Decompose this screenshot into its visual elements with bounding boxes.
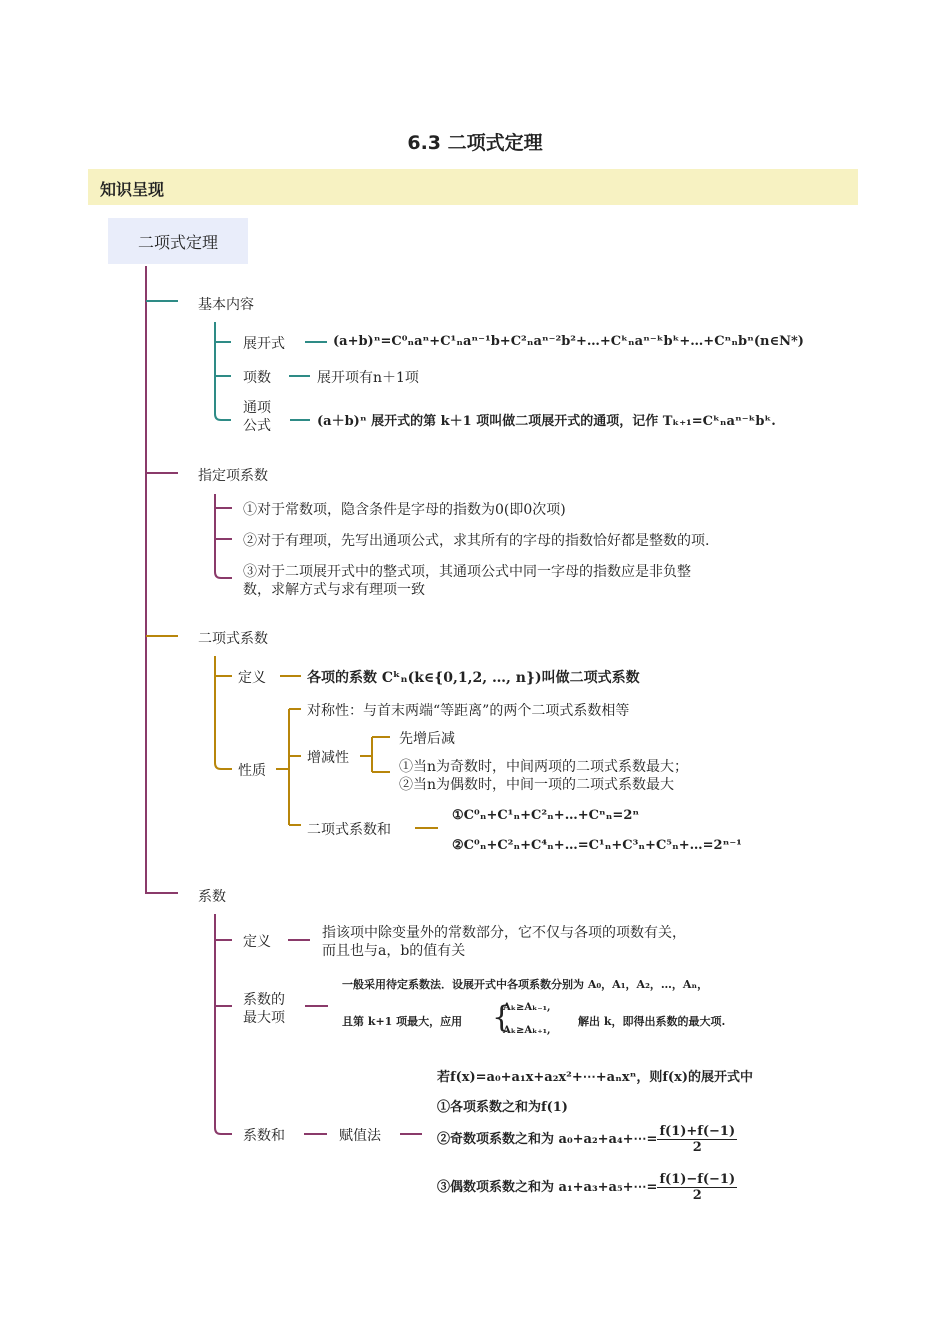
node-general-term-1: 通项 <box>243 400 271 416</box>
specified-item-3a: ③对于二项展开式中的整式项，其通项公式中同一字母的指数应是非负整 <box>243 564 691 580</box>
page-title: 6.3 二项式定理 <box>407 132 543 154</box>
fraction-odd-denominator: 2 <box>692 1140 702 1155</box>
node-coef-sum: 系数和 <box>243 1128 285 1144</box>
coef-sum-2-text: ②奇数项系数之和为 a₀+a₂+a₄+⋯= <box>437 1132 658 1147</box>
node-binomial-def: 定义 <box>238 670 266 686</box>
coef-def-text-2: 而且也与a，b的值有关 <box>322 943 466 959</box>
coef-max-text-1: 一般采用待定系数法．设展开式中各项系数分别为 A₀，A₁，A₂，…，Aₙ， <box>342 978 709 991</box>
fraction-even-numerator: f(1)−f(−1) <box>659 1172 736 1187</box>
coef-max-text-3: 解出 k，即得出系数的最大项. <box>578 1015 726 1028</box>
section-header <box>88 169 858 205</box>
coef-sum-intro: 若f(x)=a₀+a₁x+a₂x²+⋯+aₙxⁿ，则f(x)的展开式中 <box>437 1070 753 1085</box>
root-node <box>108 218 248 264</box>
coef-max-cond-2: Aₖ≥Aₖ₊₁, <box>503 1025 551 1036</box>
node-binomial-property: 性质 <box>238 763 266 779</box>
monotone-text-2: ①当n为奇数时，中间两项的二项式系数最大； <box>399 759 689 775</box>
fraction-odd-numerator: f(1)+f(−1) <box>659 1124 736 1139</box>
coef-sum-3-text: ③偶数项系数之和为 a₁+a₃+a₅+⋯= <box>437 1180 658 1195</box>
node-general-term-2: 公式 <box>243 418 271 434</box>
fraction-even <box>657 1172 737 1203</box>
symmetry-text: 对称性：与首末两端“等距离”的两个二项式系数相等 <box>307 703 630 719</box>
node-monotonicity: 增减性 <box>307 750 349 766</box>
binomial-sum-1: ①C⁰ₙ+C¹ₙ+C²ₙ+…+Cⁿₙ=2ⁿ <box>452 808 640 823</box>
node-coef-max-2: 最大项 <box>243 1010 285 1026</box>
monotone-text-1: 先增后减 <box>399 731 455 747</box>
coef-sum-1: ①各项系数之和为f(1) <box>437 1100 568 1115</box>
node-coef-def: 定义 <box>243 934 271 950</box>
fraction-even-denominator: 2 <box>692 1188 702 1203</box>
section-title: 知识呈现 <box>100 180 165 199</box>
specified-item-3b: 数，求解方式与求有理项一致 <box>243 582 425 598</box>
term-count-text: 展开项有n＋1项 <box>317 370 419 386</box>
coef-max-cond-1: Aₖ≥Aₖ₋₁, <box>503 1002 551 1013</box>
node-term-count: 项数 <box>243 370 271 386</box>
expansion-formula: (a+b)ⁿ=C⁰ₙaⁿ+C¹ₙaⁿ⁻¹b+C²ₙaⁿ⁻²b²+…+Cᵏₙaⁿ⁻ᵏbᵏ+…+Cⁿₙbⁿ(n∈N*) <box>333 334 804 349</box>
node-binomial-sum: 二项式系数和 <box>307 822 391 838</box>
node-coefficient: 系数 <box>198 889 226 905</box>
monotone-text-3: ②当n为偶数时，中间一项的二项式系数最大 <box>399 777 675 793</box>
node-specified-term: 指定项系数 <box>198 468 268 484</box>
node-coef-max-1: 系数的 <box>243 992 285 1008</box>
coef-sum-2 <box>437 1124 737 1155</box>
node-basic-content: 基本内容 <box>198 297 254 313</box>
binomial-def-text: 各项的系数 Cᵏₙ(k∈{0,1,2, …, n})叫做二项式系数 <box>307 670 640 686</box>
specified-item-1: ①对于常数项，隐含条件是字母的指数为0(即0次项) <box>243 502 566 518</box>
coef-def-text-1: 指该项中除变量外的常数部分，它不仅与各项的项数有关， <box>322 925 686 941</box>
max-cond-brace: { <box>492 1000 512 1035</box>
binomial-sum-2: ②C⁰ₙ+C²ₙ+C⁴ₙ+…=C¹ₙ+C³ₙ+C⁵ₙ+…=2ⁿ⁻¹ <box>452 838 742 853</box>
general-term-text: (a＋b)ⁿ 展开式的第 k＋1 项叫做二项展开式的通项，记作 Tₖ₊₁=Cᵏₙaⁿ⁻ᵏbᵏ. <box>317 414 776 429</box>
node-binomial-coef: 二项式系数 <box>198 631 268 647</box>
node-expansion: 展开式 <box>243 336 285 352</box>
coef-max-text-2: 且第 k+1 项最大，应用 <box>342 1015 463 1028</box>
specified-item-2: ②对于有理项，先写出通项公式，求其所有的字母的指数恰好都是整数的项. <box>243 533 710 549</box>
fraction-odd <box>657 1124 737 1155</box>
node-assignment-method: 赋值法 <box>339 1128 381 1144</box>
coef-sum-3 <box>437 1172 737 1203</box>
root-label: 二项式定理 <box>137 233 218 252</box>
